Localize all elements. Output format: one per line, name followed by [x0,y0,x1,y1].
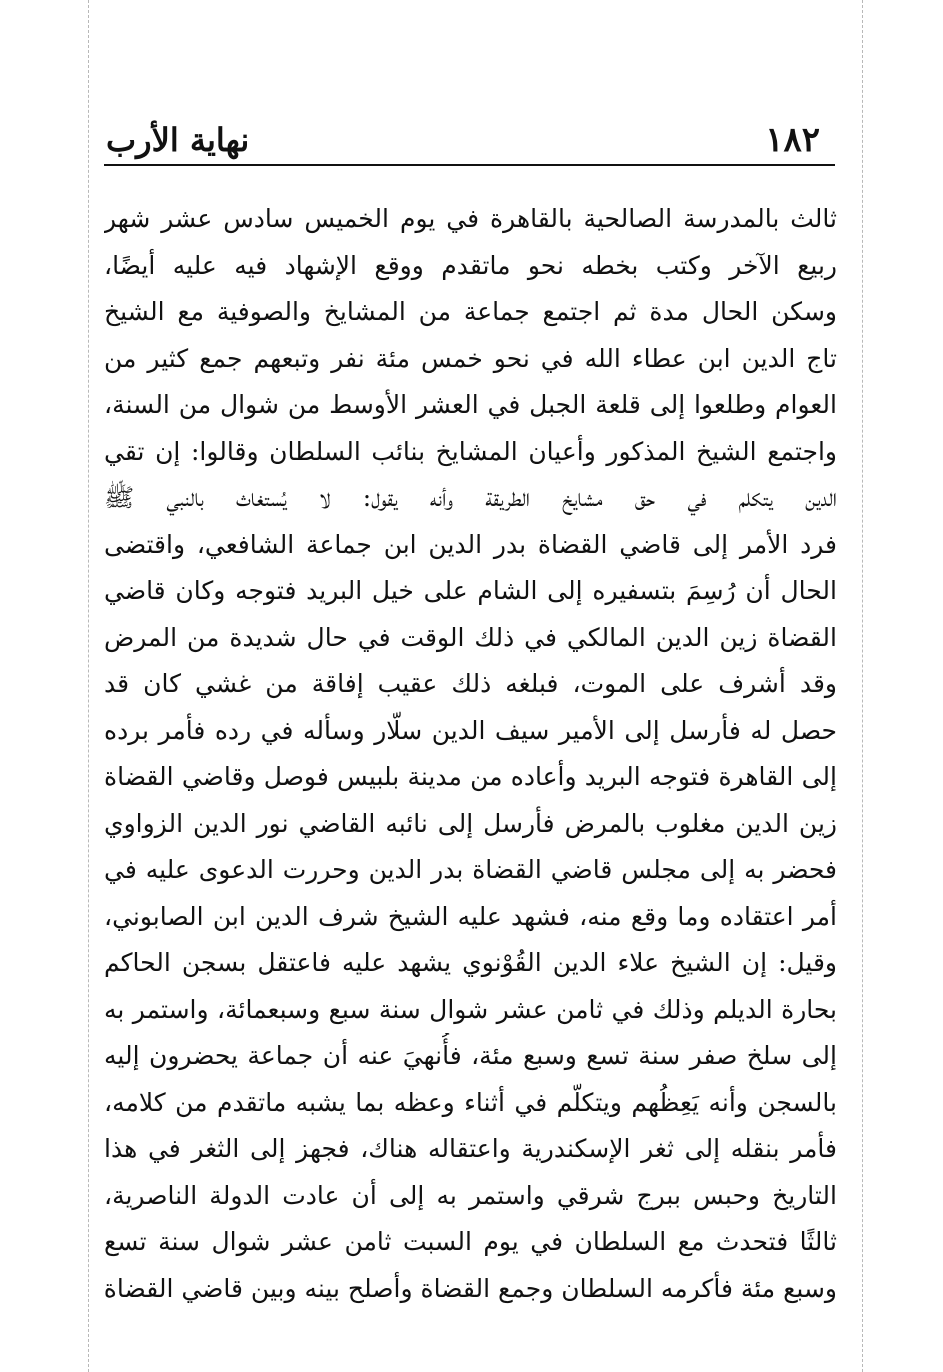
text-line-24: وسبع مئة فأكرمه السلطان وجمع القضاة وأصلح بينه وبين قاضي القضاة [104,1273,837,1303]
text-line-15: فحضر به إلى مجلس قاضي القضاة بدر الدين وحررت الدعوى عليه في [104,855,837,884]
text-line-16: أمر اعتقاده وما وقع منه، فشهد عليه الشيخ شرف الدين ابن الصابوني، [104,901,837,931]
text-line-8: فرد الأمر إلى قاضي القضاة بدر الدين ابن جماعة الشافعي، واقتضى [104,529,837,559]
text-line-19: إلى سلخ صفر سنة تسع وسبع مئة، فأُنهيَ عنه أن جماعة يحضرون إليه [104,1041,837,1070]
body-text [104,196,837,1312]
text-line-5: العوام وطلعوا إلى قلعة الجبل في العشر الأوسط من شوال من السنة، [104,390,837,419]
text-line-13: إلى القاهرة فتوجه البريد وأعاده من مدينة بلبيس فوصل وقاضي القضاة [104,762,837,791]
text-line-7: الدين يتكلم في حق مشايخ الطريقة وأنه يقول: لا يُستغاث بالنبي ﷺ [104,483,837,512]
text-line-11: وقد أشرف على الموت، فبلغه ذلك عقيب إفاقة من غشي كان قد [104,669,837,698]
page-header [106,118,834,164]
scan-guide-left [88,0,89,1372]
text-line-9: الحال أن رُسِمَ بتسفيره إلى الشام على خيل البريد فتوجه وكان قاضي [104,576,837,605]
text-line-17: وقيل: إن الشيخ علاء الدين القُوْنوي يشهد عليه فاعتقل بسجن الحاكم [104,948,837,977]
text-line-21: فأمر بنقله إلى ثغر الإسكندرية واعتقاله هناك، فجهز إلى الثغر في هذا [104,1134,837,1163]
text-line-10: القضاة زين الدين المالكي في ذلك الوقت في حال شديدة من المرض [104,622,837,652]
text-line-20: بالسجن وأنه يَعِظُهم ويتكلّم في أثناء وعظه بما يشبه ماتقدم من كلامه، [104,1087,837,1117]
running-title: نهاية الأرب [106,121,250,159]
text-line-1: ثالث بالمدرسة الصالحية بالقاهرة في يوم الخميس سادس عشر شهر [104,204,837,233]
text-line-4: تاج الدين ابن عطاء الله في نحو خمس مئة نفر وتبعهم جمع كثير من [104,343,837,373]
text-line-23: ثالثًا فتحدث مع السلطان في يوم السبت ثامن عشر شوال سنة تسع [104,1227,837,1256]
text-line-2: ربيع الآخر وكتب بخطه نحو ماتقدم ووقع الإشهاد فيه عليه أيضًا، [104,250,837,280]
text-line-3: وسكن الحال مدة ثم اجتمع جماعة من المشايخ والصوفية مع الشيخ [104,297,837,326]
scan-guide-right [862,0,863,1372]
header-rule [104,164,835,166]
page-number: ١٨٢ [765,120,820,160]
text-line-18: بحارة الديلم وذلك في ثامن عشر شوال سنة سبع وسبعمائة، واستمر به [104,994,837,1024]
text-line-12: حصل له فأرسل إلى الأمير سيف الدين سلّار وسأله في رده فأمر برده [104,715,837,745]
text-line-14: زين الدين مغلوب بالمرض فأرسل إلى نائبه القاضي نور الدين الزواوي [104,808,837,838]
text-line-6: واجتمع الشيخ المذكور وأعيان المشايخ بنائب السلطان وقالوا: إن تقي [104,436,837,466]
text-line-22: التاريخ وحبس ببرج شرقي واستمر به إلى أن عادت الدولة الناصرية، [104,1180,837,1210]
